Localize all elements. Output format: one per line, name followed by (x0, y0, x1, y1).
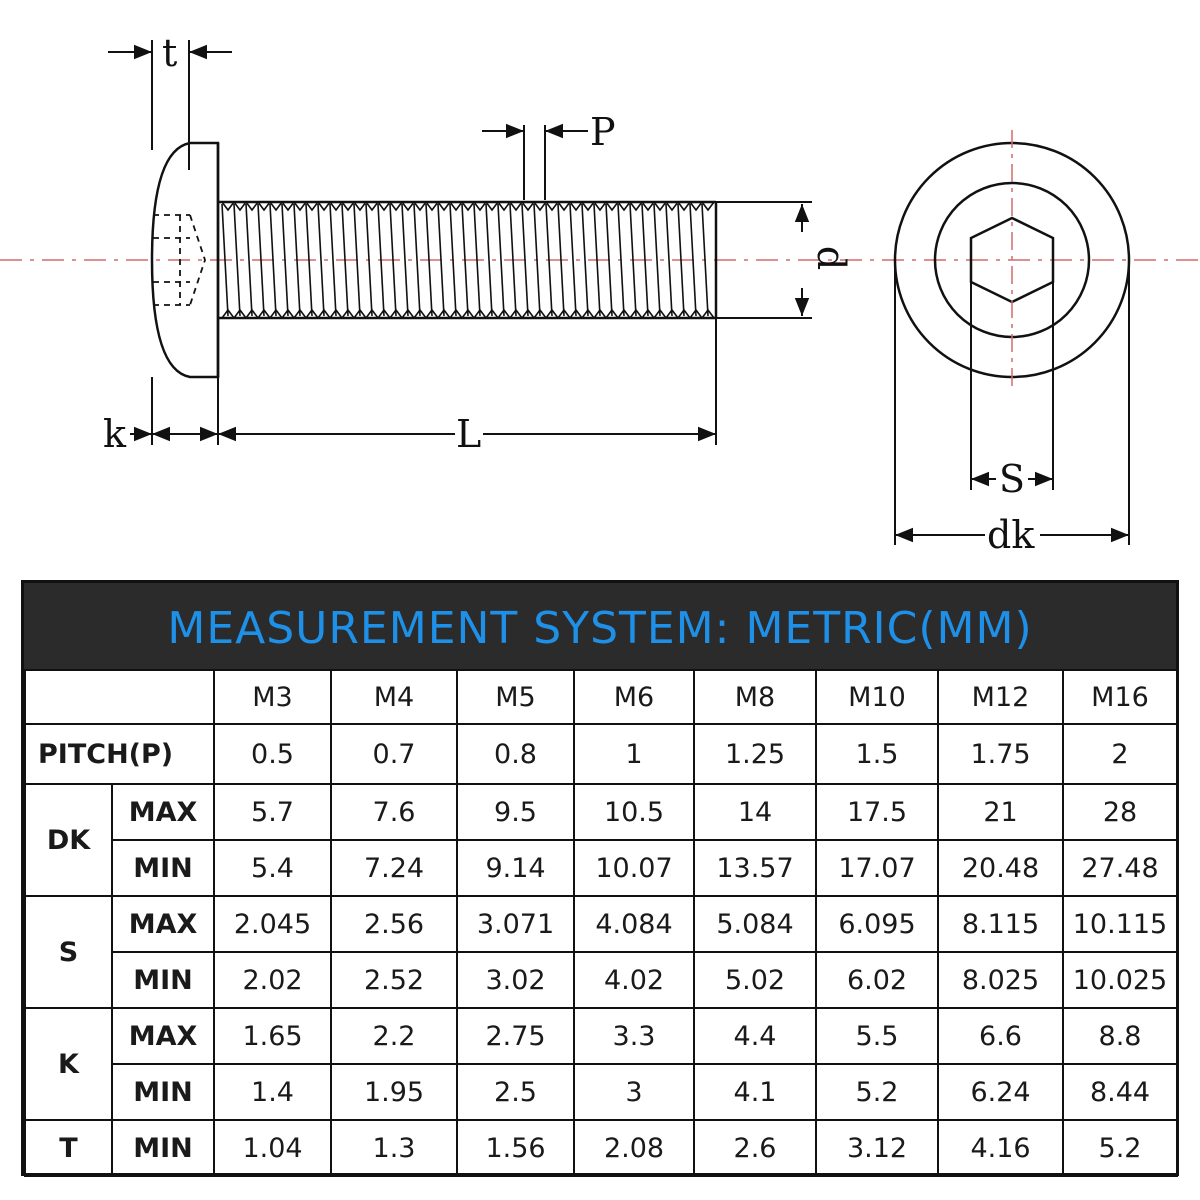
t-group-label: T (25, 1120, 112, 1176)
s-max-value: 2.56 (331, 896, 457, 952)
k-max-value: 5.5 (816, 1008, 938, 1064)
s-max-value: 8.115 (938, 896, 1063, 952)
thread-line (318, 204, 324, 316)
s-min-value: 6.02 (816, 952, 938, 1008)
s-group-label: S (25, 896, 112, 1008)
k-max-label: MAX (112, 1008, 214, 1064)
dk-max-value: 10.5 (574, 784, 694, 840)
label-d: d (809, 245, 853, 271)
dk-max-row (25, 784, 1177, 840)
label-k: k (103, 412, 127, 456)
dk-min-value: 17.07 (816, 840, 938, 896)
pitch-value: 0.5 (214, 724, 331, 784)
k-max-value: 1.65 (214, 1008, 331, 1064)
label-dk: dk (987, 513, 1035, 557)
s-min-value: 8.025 (938, 952, 1063, 1008)
k-group-label: K (25, 1008, 112, 1120)
corner-cell (25, 670, 214, 724)
thread-line (402, 204, 408, 316)
t-min-value: 1.56 (457, 1120, 574, 1176)
thread-line (330, 204, 336, 316)
dk-min-value: 7.24 (331, 840, 457, 896)
k-min-value: 1.4 (214, 1064, 331, 1120)
k-max-value: 3.3 (574, 1008, 694, 1064)
s-min-value: 2.52 (331, 952, 457, 1008)
thread-line (246, 204, 252, 316)
s-min-value: 2.02 (214, 952, 331, 1008)
label-l: L (456, 412, 482, 456)
pitch-value: 2 (1063, 724, 1177, 784)
pitch-value: 0.8 (457, 724, 574, 784)
dk-max-label: MAX (112, 784, 214, 840)
s-min-label: MIN (112, 952, 214, 1008)
size-header: M10 (816, 670, 938, 724)
dk-min-row (25, 840, 1177, 896)
k-min-label: MIN (112, 1064, 214, 1120)
k-min-value: 4.1 (694, 1064, 816, 1120)
dk-max-value: 28 (1063, 784, 1177, 840)
thread-line (486, 204, 492, 316)
k-min-value: 1.95 (331, 1064, 457, 1120)
dk-min-value: 10.07 (574, 840, 694, 896)
pitch-value: 1.5 (816, 724, 938, 784)
k-max-value: 2.75 (457, 1008, 574, 1064)
k-min-value: 8.44 (1063, 1064, 1177, 1120)
t-min-value: 3.12 (816, 1120, 938, 1176)
s-min-value: 10.025 (1063, 952, 1177, 1008)
s-min-value: 5.02 (694, 952, 816, 1008)
k-max-value: 4.4 (694, 1008, 816, 1064)
size-header: M16 (1063, 670, 1177, 724)
spec-table (21, 580, 1179, 1176)
label-t: t (162, 31, 178, 75)
dimension-p (482, 125, 588, 200)
t-min-value: 2.6 (694, 1120, 816, 1176)
k-min-value: 2.5 (457, 1064, 574, 1120)
dk-min-value: 5.4 (214, 840, 331, 896)
k-min-row (25, 1064, 1177, 1120)
k-min-value: 6.24 (938, 1064, 1063, 1120)
pitch-value: 1 (574, 724, 694, 784)
thread-line (654, 204, 660, 316)
k-max-value: 6.6 (938, 1008, 1063, 1064)
dk-min-value: 20.48 (938, 840, 1063, 896)
dk-min-value: 27.48 (1063, 840, 1177, 896)
screw-diagram (0, 0, 1200, 580)
s-max-value: 10.115 (1063, 896, 1177, 952)
s-max-value: 2.045 (214, 896, 331, 952)
spec-grid (24, 669, 1178, 1177)
t-min-value: 1.04 (214, 1120, 331, 1176)
size-header: M5 (457, 670, 574, 724)
k-max-value: 8.8 (1063, 1008, 1177, 1064)
t-min-value: 4.16 (938, 1120, 1063, 1176)
t-min-label: MIN (112, 1120, 214, 1176)
size-header: M8 (694, 670, 816, 724)
pitch-row (25, 724, 1177, 784)
label-p: P (590, 110, 616, 154)
s-max-row (25, 896, 1177, 952)
dk-group-label: DK (25, 784, 112, 896)
size-header-row (25, 670, 1177, 724)
thread-line (582, 204, 588, 316)
pitch-label: PITCH(P) (25, 724, 214, 784)
thread-line (498, 204, 504, 316)
t-min-value: 2.08 (574, 1120, 694, 1176)
k-max-row (25, 1008, 1177, 1064)
s-min-value: 4.02 (574, 952, 694, 1008)
dk-max-value: 21 (938, 784, 1063, 840)
label-s: S (999, 457, 1026, 501)
thread-line (666, 204, 672, 316)
pitch-value: 1.25 (694, 724, 816, 784)
t-min-value: 1.3 (331, 1120, 457, 1176)
dk-min-value: 9.14 (457, 840, 574, 896)
dk-min-label: MIN (112, 840, 214, 896)
size-header: M6 (574, 670, 694, 724)
s-max-value: 5.084 (694, 896, 816, 952)
dk-min-value: 13.57 (694, 840, 816, 896)
thread-line (414, 204, 420, 316)
thread-line (570, 204, 576, 316)
s-min-row (25, 952, 1177, 1008)
pitch-value: 0.7 (331, 724, 457, 784)
dk-max-value: 17.5 (816, 784, 938, 840)
s-max-value: 6.095 (816, 896, 938, 952)
table-title: MEASUREMENT SYSTEM: METRIC(MM) (24, 583, 1176, 669)
thread-line (234, 204, 240, 316)
size-header: M4 (331, 670, 457, 724)
k-min-value: 3 (574, 1064, 694, 1120)
size-header: M12 (938, 670, 1063, 724)
dk-max-value: 7.6 (331, 784, 457, 840)
dk-max-value: 5.7 (214, 784, 331, 840)
s-max-label: MAX (112, 896, 214, 952)
t-min-value: 5.2 (1063, 1120, 1177, 1176)
s-max-value: 4.084 (574, 896, 694, 952)
s-min-value: 3.02 (457, 952, 574, 1008)
pitch-value: 1.75 (938, 724, 1063, 784)
dk-max-value: 14 (694, 784, 816, 840)
size-header: M3 (214, 670, 331, 724)
t-min-row (25, 1120, 1177, 1176)
k-max-value: 2.2 (331, 1008, 457, 1064)
dk-max-value: 9.5 (457, 784, 574, 840)
s-max-value: 3.071 (457, 896, 574, 952)
k-min-value: 5.2 (816, 1064, 938, 1120)
